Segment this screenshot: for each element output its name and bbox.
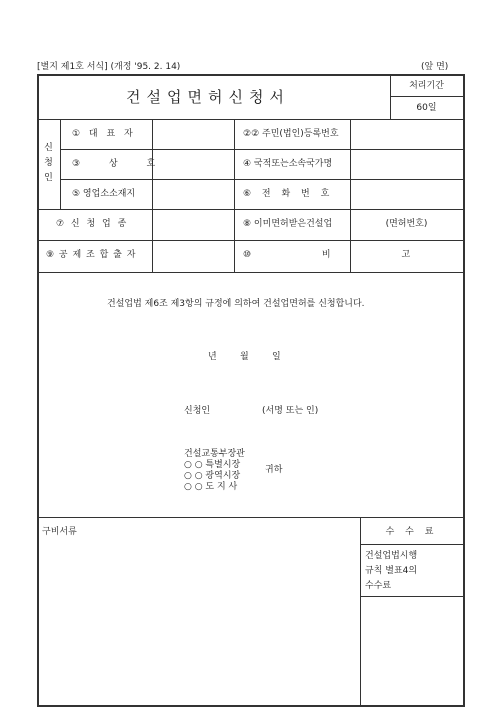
fee-label: 수 수 료 xyxy=(385,527,438,537)
fee-line-2: 규칙 별표4의 xyxy=(365,566,418,576)
processing-period-value: 60일 xyxy=(416,103,437,113)
applicant-row-1-bottom xyxy=(60,149,465,150)
applicant-row-2-bottom xyxy=(60,179,465,180)
frame-top xyxy=(37,74,465,76)
recipient-province-governor: ○ ○ 도 지 사 xyxy=(184,482,238,492)
applicant-block-bottom xyxy=(37,209,465,210)
application-statement: 건설업법 제6조 제3항의 규정에 의하여 건설업면허를 신청합니다. xyxy=(107,299,365,309)
fee-column-line xyxy=(360,517,361,706)
business-type-label: ⑦ 신 청 업 종 xyxy=(56,219,129,229)
left-value-line xyxy=(152,119,153,272)
trade-name-label: ③ 상 호 xyxy=(72,159,156,169)
required-documents-label: 구비서류 xyxy=(42,527,77,537)
frame-right xyxy=(463,74,465,706)
frame-left xyxy=(37,74,39,706)
date-day-label: 일 xyxy=(272,352,281,362)
remarks-label: ⑩ 비 고 xyxy=(243,250,411,260)
recipient-list xyxy=(184,449,245,493)
applicant-char-1: 신 xyxy=(44,143,53,153)
form-title: 건설업면허신청서 xyxy=(126,88,290,106)
form-number-note: [별지 제1호 서식] (개정 '95. 2. 14) xyxy=(37,62,181,72)
fee-line-3: 수수료 xyxy=(365,581,392,591)
applicant-char-3: 인 xyxy=(44,173,53,183)
recipient-minister: 건설교통부장관 xyxy=(184,449,245,459)
existing-license-label: ⑧ 이미면허받은건설업 xyxy=(243,219,333,229)
business-row-bottom xyxy=(37,240,465,241)
footer-top-line xyxy=(37,517,465,518)
date-month-label: 월 xyxy=(240,352,249,362)
signature-or-seal-label: (서명 또는 인) xyxy=(262,406,319,416)
registration-number-label: ②② 주민(법인)등록번호 xyxy=(243,129,339,139)
front-side-label: (앞 면) xyxy=(421,62,449,72)
fee-header-bottom xyxy=(360,544,465,545)
frame-bottom xyxy=(37,705,465,707)
fee-description-bottom xyxy=(360,596,465,597)
recipient-metropolitan-city: ○ ○ 광역시장 xyxy=(184,471,241,481)
representative-label: ① 대 표 자 xyxy=(72,129,136,139)
applicant-signature-label: 신청인 xyxy=(184,406,211,416)
recipient-special-city: ○ ○ 특별시장 xyxy=(184,460,241,470)
applicant-column-line xyxy=(60,119,61,209)
processing-period-label: 처리기간 xyxy=(409,81,444,91)
nationality-label: ④ 국적또는소속국가명 xyxy=(243,159,333,169)
license-number-label: (면허번호) xyxy=(385,219,428,229)
union-row-bottom xyxy=(37,272,465,273)
fee-description xyxy=(365,549,417,594)
date-year-label: 년 xyxy=(208,352,217,362)
fee-line-1: 건설업법시행 xyxy=(365,551,418,561)
office-location-label: ⑤ 영업소소재지 xyxy=(72,189,136,199)
phone-number-label: ⑥ 전 화 번 호 xyxy=(243,189,334,199)
title-row-bottom xyxy=(37,119,465,120)
applicant-char-2: 청 xyxy=(44,158,53,168)
union-investment-label: ⑨ 공 제 조 합 출 자 xyxy=(46,250,137,260)
processing-mid-line xyxy=(390,96,463,97)
center-line xyxy=(234,119,235,272)
honorific-label: 귀하 xyxy=(265,465,283,475)
